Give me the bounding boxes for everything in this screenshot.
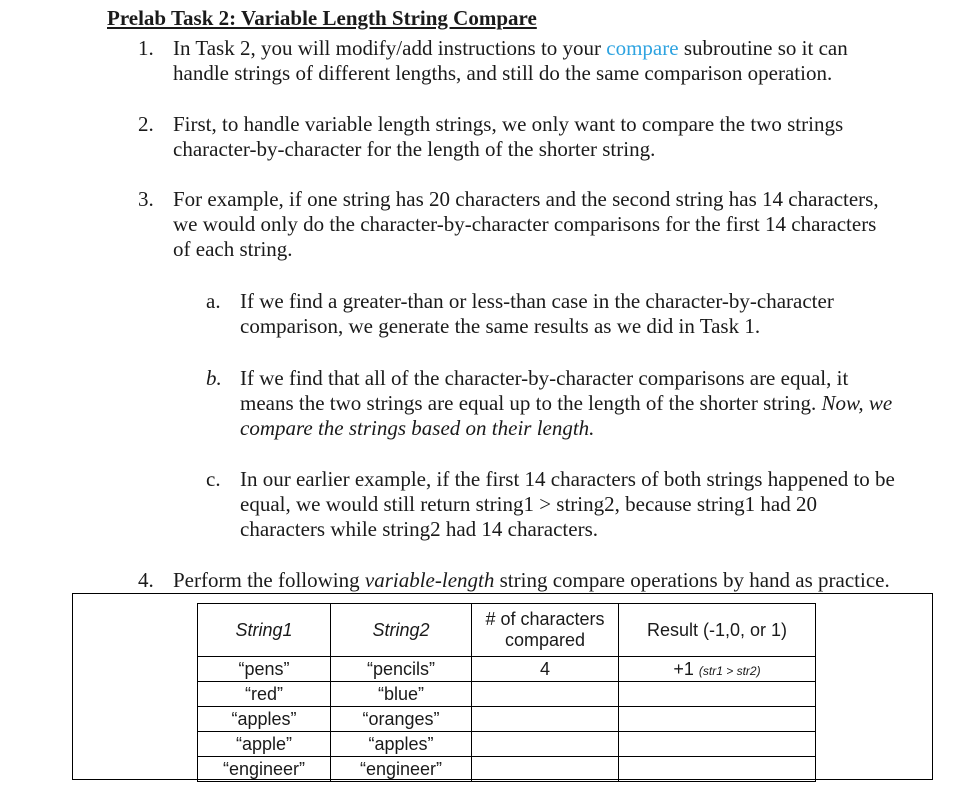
item-a-line1: If we find a greater-than or less-than case in the character-by-character [240, 289, 834, 313]
row-3-result[interactable] [619, 707, 816, 732]
item-c-text [240, 467, 895, 542]
header-chars-compared: # of characters compared [472, 604, 619, 657]
table-row [198, 682, 816, 707]
row-4-count[interactable] [472, 732, 619, 757]
table-row [198, 757, 816, 782]
row-3-string2: “oranges” [331, 707, 472, 732]
item-4-italic: variable-length [364, 568, 495, 592]
practice-table [197, 603, 816, 782]
item-3-line1: For example, if one string has 20 characters and the second string has 14 characters, [173, 187, 879, 211]
row-2-string1: “red” [198, 682, 331, 707]
row-5-string1: “engineer” [198, 757, 331, 782]
row-5-result[interactable] [619, 757, 816, 782]
item-b-line2: means the two strings are equal up to the length of the shorter string. [240, 391, 822, 415]
item-3-number: 3. [138, 187, 154, 211]
row-1-result[interactable] [619, 657, 816, 682]
row-2-string2: “blue” [331, 682, 472, 707]
item-1-number: 1. [138, 36, 154, 60]
item-c-line1: In our earlier example, if the first 14 characters of both strings happened to be [240, 467, 895, 491]
row-1-count[interactable]: 4 [472, 657, 619, 682]
row-3-count[interactable] [472, 707, 619, 732]
item-a-number: a. [206, 289, 221, 313]
row-3-string1: “apples” [198, 707, 331, 732]
item-3-text [173, 187, 879, 262]
item-4-pre: Perform the following [173, 568, 365, 592]
item-2-line2: character-by-character for the length of the shorter string. [173, 137, 656, 161]
item-b-line3-italic: compare the strings based on their length. [240, 416, 595, 440]
header-string1: String1 [198, 604, 331, 657]
item-3-line3: of each string. [173, 237, 293, 261]
item-2-number: 2. [138, 112, 154, 136]
item-1-text-post: subroutine so it can [678, 36, 848, 60]
table-header-row [198, 604, 816, 657]
item-b-line1: If we find that all of the character-by-character comparisons are equal, it [240, 366, 849, 390]
page-title: Prelab Task 2: Variable Length String Compare [107, 6, 537, 30]
item-1-text-pre: In Task 2, you will modify/add instructions to your [173, 36, 607, 60]
row-1-string1: “pens” [198, 657, 331, 682]
row-4-string2: “apples” [331, 732, 472, 757]
row-5-count[interactable] [472, 757, 619, 782]
table-row [198, 707, 816, 732]
compare-keyword: compare [606, 36, 679, 60]
row-4-result[interactable] [619, 732, 816, 757]
item-b-text [240, 366, 892, 441]
item-2-line1: First, to handle variable length strings, we only want to compare the two strings [173, 112, 844, 136]
item-4-text [173, 568, 890, 593]
row-2-result[interactable] [619, 682, 816, 707]
item-1-text [173, 36, 848, 86]
row-5-string2: “engineer” [331, 757, 472, 782]
header-result: Result (-1,0, or 1) [619, 604, 816, 657]
item-c-number: c. [206, 467, 221, 491]
row-2-count[interactable] [472, 682, 619, 707]
item-c-line2: equal, we would still return string1 > string2, because string1 had 20 [240, 492, 817, 516]
item-a-text [240, 289, 834, 339]
item-a-line2: comparison, we generate the same results as we did in Task 1. [240, 314, 761, 338]
row-1-result-note: (str1 > str2) [698, 663, 761, 678]
item-4-post: string compare operations by hand as practice. [494, 568, 890, 592]
item-1-text-line2: handle strings of different lengths, and still do the same comparison operation. [173, 61, 833, 85]
row-1-result-value: +1 [673, 658, 694, 679]
item-3-line2: we would only do the character-by-character comparisons for the first 14 characters [173, 212, 877, 236]
item-2-text [173, 112, 843, 162]
table-row [198, 657, 816, 682]
row-4-string1: “apple” [198, 732, 331, 757]
item-4-number: 4. [138, 568, 154, 592]
header-string2: String2 [331, 604, 472, 657]
item-c-line3: characters while string2 had 14 characters. [240, 517, 599, 541]
item-b-number: b. [206, 366, 222, 390]
row-1-string2: “pencils” [331, 657, 472, 682]
item-b-line2-italic: Now, we [821, 391, 893, 415]
table-row [198, 732, 816, 757]
